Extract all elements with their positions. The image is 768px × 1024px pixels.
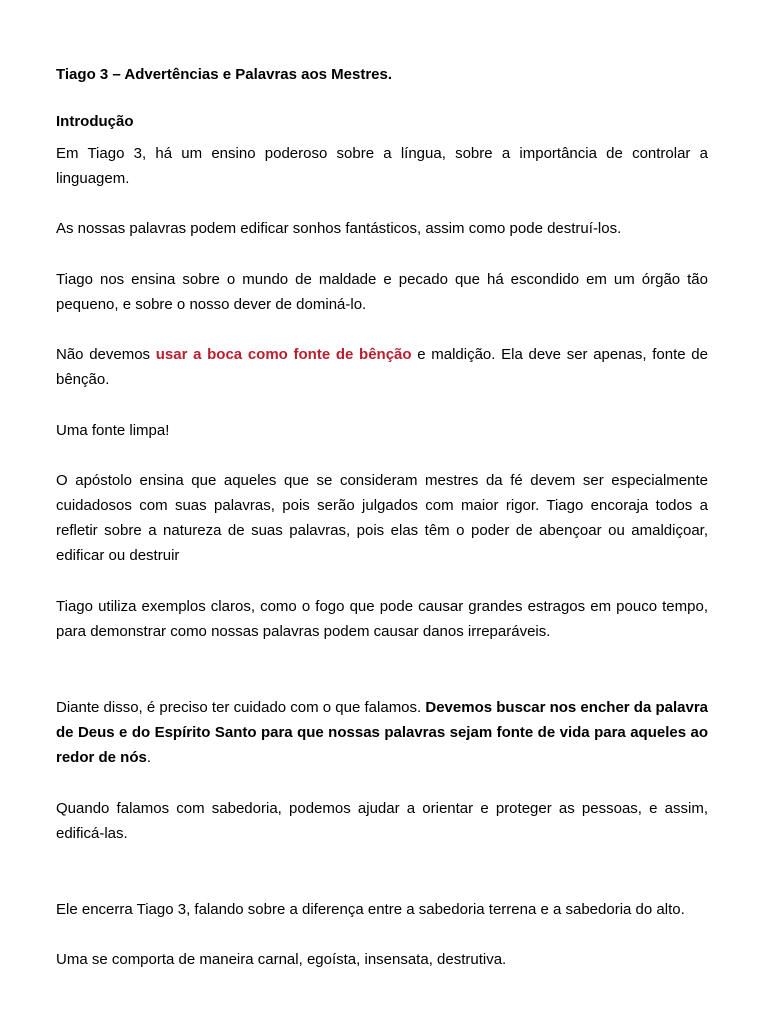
paragraph-8-start: Diante disso, é preciso ter cuidado com o que falamos.: [56, 699, 426, 716]
paragraph-5: Uma fonte limpa!: [56, 422, 170, 439]
paragraph-4-end: e maldição. Ela deve ser apenas, fonte de bênção.: [56, 346, 708, 388]
paragraph-11: Uma se comporta de maneira carnal, egoísta, insensata, destrutiva.: [56, 951, 507, 968]
paragraph-4: [56, 342, 708, 392]
paragraph-7: Tiago utiliza exemplos claros, como o fogo que pode causar grandes estragos em pouco tempo, para demonstrar como nossas palavras podem causar danos irreparáveis.: [56, 598, 708, 640]
paragraph-10: Ele encerra Tiago 3, falando sobre a diferença entre a sabedoria terrena e a sabedoria do alto.: [56, 901, 685, 918]
paragraph-9: Quando falamos com sabedoria, podemos ajudar a orientar e proteger as pessoas, e assim, edificá-las.: [56, 800, 708, 842]
intro-heading: Introdução: [56, 113, 134, 130]
paragraph-2: As nossas palavras podem edificar sonhos fantásticos, assim como pode destruí-los.: [56, 220, 622, 237]
paragraph-8-emphasis: Devemos buscar nos encher da palavra de Deus e do Espírito Santo para que nossas palavras sejam fonte de vida para aqueles ao redor de nós: [56, 699, 709, 766]
blessing-link[interactable]: usar a boca como fonte de bênção: [155, 346, 412, 363]
paragraph-4-start: Não devemos: [56, 346, 156, 363]
paragraph-8: [56, 695, 708, 770]
document-title: Tiago 3 – Advertências e Palavras aos Mestres.: [56, 66, 393, 83]
paragraph-3: Tiago nos ensina sobre o mundo de maldade e pecado que há escondido em um órgão tão pequeno, e sobre o nosso dever de dominá-lo.: [56, 271, 708, 313]
paragraph-6: O apóstolo ensina que aqueles que se consideram mestres da fé devem ser especialmente cuidadosos com suas palavras, pois serão julgados com maior rigor. Tiago encoraja todos a refletir sobre a natureza de suas palavras, pois elas têm o poder de abençoar ou amaldiçoar, edificar ou destruir: [56, 472, 708, 564]
paragraph-1: Em Tiago 3, há um ensino poderoso sobre a língua, sobre a importância de controlar a linguagem.: [56, 145, 708, 187]
paragraph-8-end: .: [146, 749, 152, 766]
